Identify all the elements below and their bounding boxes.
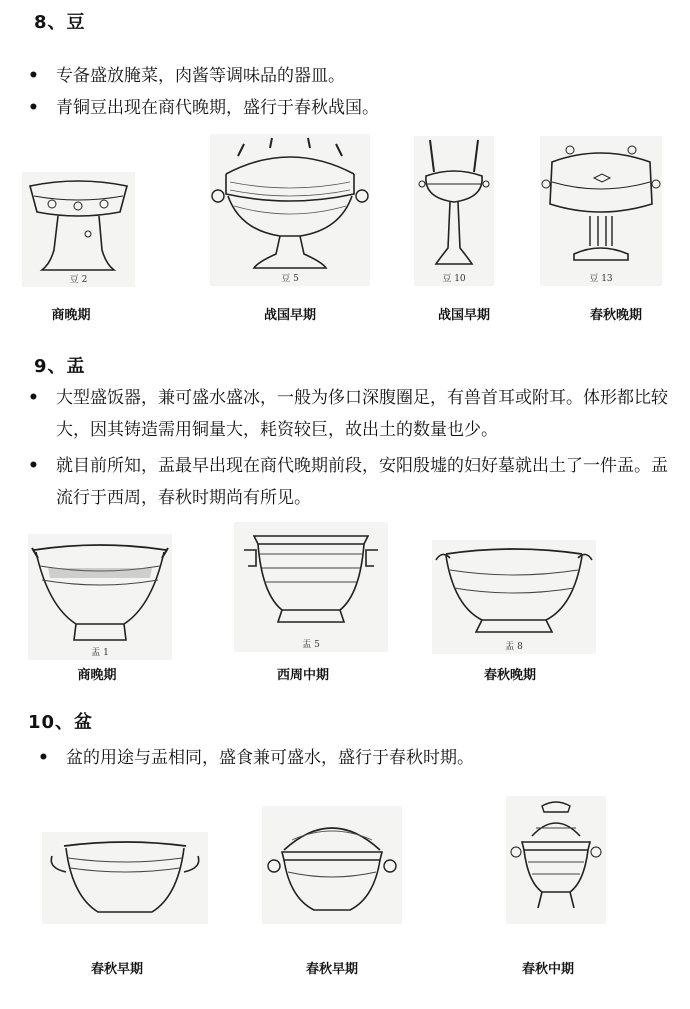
- figure-caption: 商晚期: [77, 668, 117, 683]
- figure-label: 豆 10: [442, 274, 466, 284]
- figure-caption: 西周中期: [276, 668, 329, 683]
- dou-figure-2: [210, 134, 370, 286]
- bullet-text: 青铜豆出现在商代晚期，盛行于春秋战国。: [56, 98, 379, 118]
- bullet-text: 盆的用途与盂相同，盛食兼可盛水，盛行于春秋时期。: [66, 748, 474, 768]
- figure-label: 豆 5: [281, 274, 299, 284]
- yu-deep-bowl-drawing: [28, 534, 172, 660]
- section-heading-pen: 10、盆: [28, 712, 94, 733]
- dou-shallow-bowl-drawing: [22, 172, 135, 287]
- bullet-text: 大型盛饭器，兼可盛水盛冰，一般为侈口深腹圈足，有兽首耳或附耳。体形都比较大，因其铸造需用铜量大，耗资较巨，故出土的数量也少。: [56, 388, 668, 440]
- yu-wide-drawing: [432, 540, 596, 654]
- bullet-text: 专备盛放腌菜，肉酱等调味品的器皿。: [56, 66, 345, 86]
- pen-tall-lidded-drawing: [506, 796, 606, 924]
- pen-basin-drawing: [42, 832, 208, 924]
- yu-figure-3: [432, 540, 596, 654]
- figure-caption: 商晚期: [51, 308, 91, 323]
- pen-figure-1: [42, 832, 208, 924]
- figure-caption: 春秋早期: [90, 962, 143, 977]
- figure-label: 盂 8: [505, 642, 523, 652]
- dou-figure-4: [540, 136, 662, 286]
- yu-straight-drawing: [234, 522, 388, 652]
- section-heading-yu: 9、盂: [34, 356, 86, 377]
- pen-figure-3: [506, 796, 606, 924]
- figure-caption: 春秋中期: [521, 962, 574, 977]
- bullet-item: [28, 382, 676, 446]
- dou-figure-3: [414, 136, 494, 286]
- bullet-dot: •: [28, 66, 39, 86]
- bullet-item: [28, 450, 676, 514]
- figure-label: 豆 2: [69, 275, 88, 285]
- bullet-dot: •: [28, 456, 39, 476]
- figure-caption: 春秋晚期: [483, 668, 536, 683]
- dou-lidded-drawing: [210, 134, 370, 286]
- dou-figure-1: [22, 172, 135, 287]
- figure-label: 盂 5: [302, 640, 320, 650]
- figure-caption: 战国早期: [437, 308, 490, 323]
- bullet-dot: •: [28, 98, 39, 118]
- pen-lidded-drawing: [262, 806, 402, 924]
- bullet-item: [38, 742, 668, 774]
- section-heading-dou: 8、豆: [34, 12, 86, 33]
- bullet-dot: •: [28, 388, 39, 408]
- bullet-text: 就目前所知，盂最早出现在商代晚期前段，安阳殷墟的妇好墓就出土了一件盂。盂流行于西周，春秋时期尚有所见。: [56, 456, 668, 508]
- figure-label: 盂 1: [91, 648, 109, 658]
- bullet-dot: •: [38, 748, 49, 768]
- yu-figure-2: [234, 522, 388, 652]
- figure-label: 豆 13: [589, 274, 613, 284]
- figure-caption: 战国早期: [263, 308, 316, 323]
- yu-figure-1: [28, 534, 172, 660]
- figure-caption: 春秋早期: [305, 962, 358, 977]
- bullet-item: [28, 92, 668, 124]
- figure-caption: 春秋晚期: [589, 308, 642, 323]
- dou-tall-stem-drawing: [414, 136, 494, 286]
- bullet-item: [28, 60, 668, 92]
- pen-figure-2: [262, 806, 402, 924]
- dou-box-drawing: [540, 136, 662, 286]
